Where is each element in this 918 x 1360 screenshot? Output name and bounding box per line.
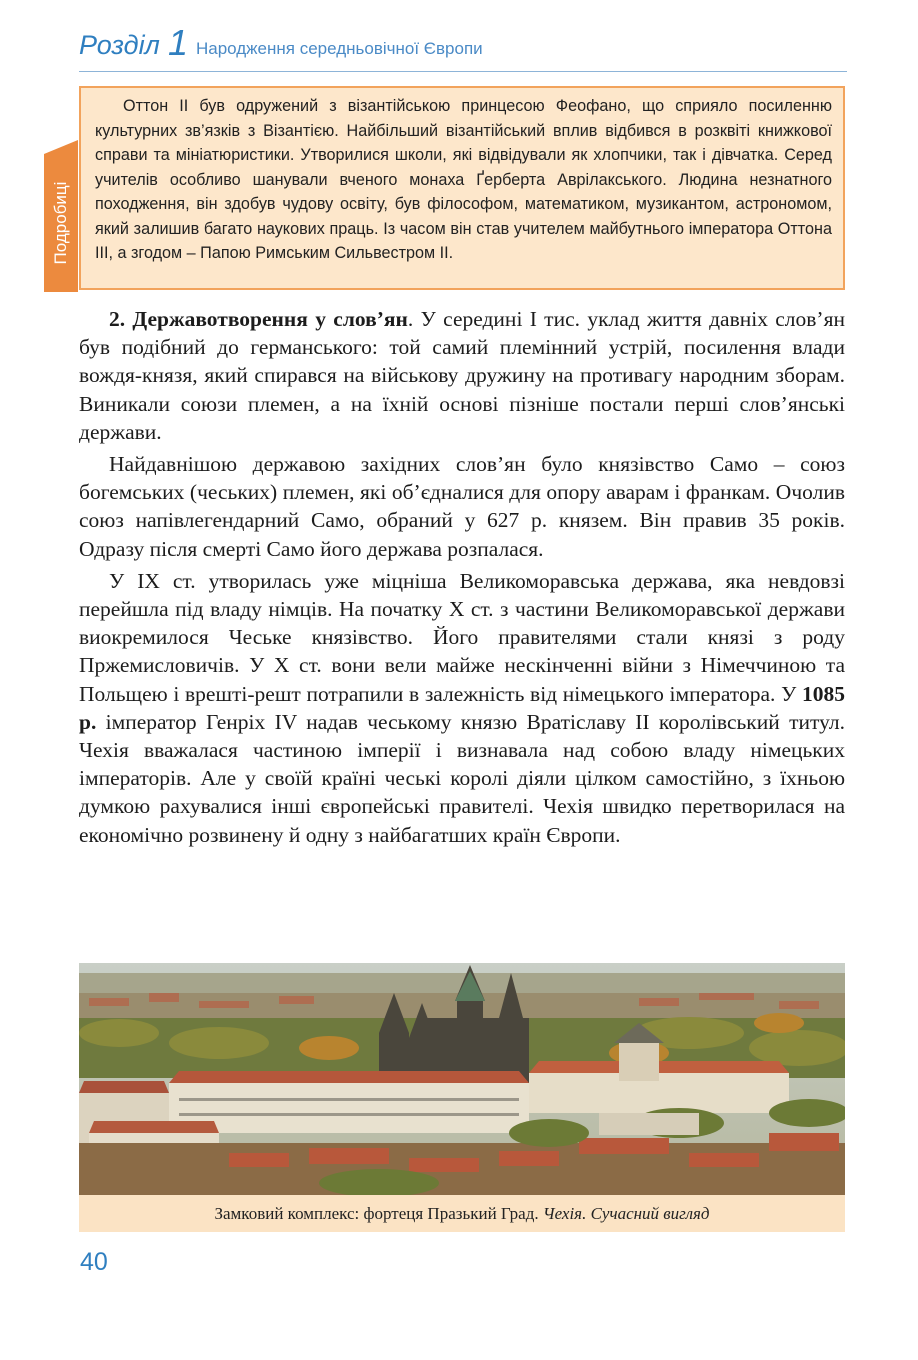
- paragraph-3-text-b: імператор Генріх IV надав чеському князю Вратіславу II королівський титул. Чехія вважалася частиною імперії і визнавала над собою владу німецьких імператорів. Але у своїй країні чеські королі діяли цілком самостійно, з їхньою думкою рахувалися інші європейські правителі. Чехія швидко перетворилася на економічно розвинену й одну з найбагатших країн Європи.: [79, 709, 845, 847]
- paragraph-1: [79, 305, 845, 446]
- paragraph-3: [79, 567, 845, 849]
- paragraph-3-text-a: У IX ст. утворилась уже міцніша Великоморавська держава, яка невдовзі перейшла під владу німців. На початку X ст. з частини Великоморавської держави виокремилося Чеське князівство. Його правителями стали князі з роду Пржемисловичів. У X ст. вони вели майже нескінченні війни з Німеччиною та Польщею і врешті-решт потрапили в залежність від німецького імператора. У: [79, 568, 845, 706]
- highlight-year: 1085 р.: [79, 681, 845, 734]
- chapter-word: Розділ: [79, 30, 160, 60]
- chapter-title: Народження середньовічної Європи: [196, 39, 483, 58]
- paragraph-2: Найдавнішою державою західних слов’ян було князівство Само – союз богемських (чеських) племен, які об’єдналися для опору аварам і франкам. Очолив союз напівлегендарний Само, обраний у 627 р. князем. Він правив 35 років. Одразу після смерті Само його держава розпалася.: [79, 452, 845, 561]
- main-text: [79, 305, 845, 853]
- caption-italic: Чехія. Сучасний вигляд: [542, 1204, 710, 1223]
- page-number: 40: [80, 1248, 108, 1276]
- details-paragraph: Оттон ІІ був одружений з візантійською принцесою Феофано, що сприяло посиленню культурних зв’язків з Візантією. Найбільший візантійський вплив відбився в розквіті книжкової справи та мініатюристики. Утворилися школи, які відвідували як хлопчики, так і дівчатка. Серед учителів особливо шанували вченого монаха Ґерберта Аврілакського. Людина незнатного походження, він здобув чудову освіту, був філософом, математиком, музикантом, астрономом, який залишив багато наукових праць. Із часом він став учителем майбутнього імператора Оттона ІІІ, а згодом – Папою Римським Сильвестром ІІ.: [95, 97, 832, 262]
- chapter-header: [79, 24, 847, 72]
- section-heading: 2. Державотворення у слов’ян: [109, 307, 408, 331]
- details-text: [95, 94, 832, 266]
- caption-main: Замковий комплекс: фортеця Празький Град.: [214, 1204, 543, 1223]
- header-divider: [79, 71, 847, 72]
- paragraph-1-text: . У середині І тис. уклад життя давніх слов’ян був подібний до германського: той самий племінний устрій, посилення влади вождя-князя, який спирався на військову дружину на противагу народним зборам. Виникали союзи племен, а на їхній основі пізніше постали перші слов’янські держави.: [79, 307, 845, 444]
- photo-caption: [79, 1204, 845, 1224]
- prague-castle-photo: [79, 963, 845, 1195]
- details-tab-corner: [44, 140, 78, 154]
- details-tab-label: Подробиці: [51, 181, 70, 265]
- chapter-number: 1: [168, 22, 189, 63]
